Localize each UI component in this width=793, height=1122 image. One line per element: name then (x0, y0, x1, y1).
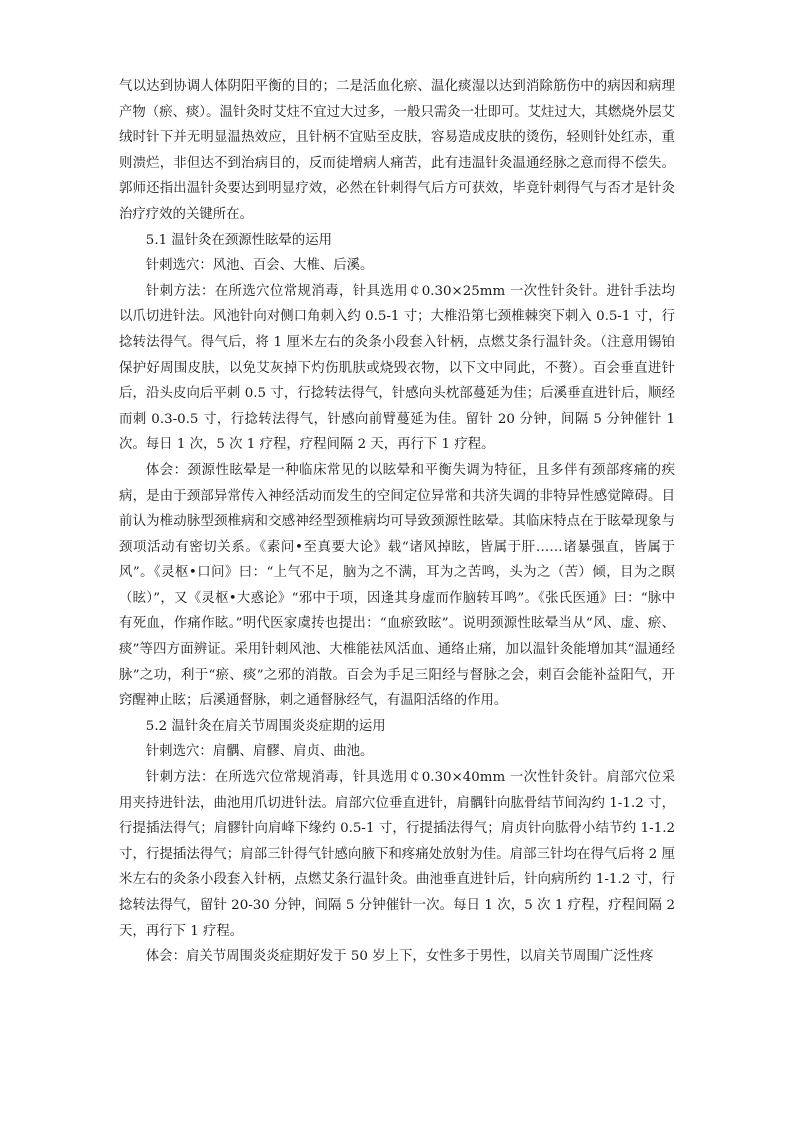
section-heading-5-2: 5.2 温针灸在肩关节周围炎炎症期的运用 (145, 718, 386, 734)
section-heading-5-1: 5.1 温针灸在颈源性眩晕的运用 (145, 232, 333, 248)
paragraph-needling-method-5-1: 针刺方法：在所选穴位常规消毒，针具选用￠0.30×25mm 一次性针灸针。进针手法均以爪切进针法。风池针向对侧口角刺入约 0.5-1 寸；大椎沿第七颈椎棘突下刺入 0.5-1 寸，行捻转法得气。得气后，将 1 厘米左右的灸条小段套入针柄，点燃艾条行温针灸。（注意用锡铂保护好周围皮肤，以免艾灰掉下灼伤肌肤或烧毁衣物，以下文中同此，不赘）。百会垂直进针后，沿头皮向后平刺 0.5 寸，行捻转法得气，针感向头枕部蔓延为佳；后溪垂直进针后，顺经而刺 0.3-0.5 寸，行捻转法得气，针感向前臂蔓延为佳。留针 20 分钟，间隔 5 分钟催针 1 次。每日 1 次，5 次 1 疗程，疗程间隔 2 天，再行下 1 疗程。 (119, 283, 675, 453)
paragraph-warm-needle-principles: 气以达到协调人体阴阳平衡的目的；二是活血化瘀、温化痰湿以达到消除筋伤中的病因和病理产物（瘀、痰）。温针灸时艾炷不宜过大过多，一般只需灸一壮即可。艾炷过大，其燃烧外层艾绒时针下并无明显温热效应，且针柄不宜贴至皮肤，容易造成皮肤的烫伤，轻则针处红赤，重则溃烂，非但达不到治病目的，反而徒增病人痛苦，此有违温针灸温通经脉之意而得不偿失。郭师还指出温针灸要达到明显疗效，必然在针刺得气后方可获效，毕竟针刺得气与否才是针灸治疗疗效的关键所在。 (119, 79, 675, 222)
document-page (119, 74, 675, 970)
paragraph-experience-5-1: 体会：颈源性眩晕是一种临床常见的以眩晕和平衡失调为特征，且多伴有颈部疼痛的疾病，是由于颈部异常传入神经活动而发生的空间定位异常和共济失调的非特异性感觉障碍。目前认为椎动脉型颈椎病和交感神经型颈椎病均可导致颈源性眩晕。其临床特点在于眩晕现象与颈项活动有密切关系。《素问•至真要大论》载“诸风掉眩，皆属于肝……诸暴强直，皆属于风”。《灵枢•口问》曰：“上气不足，脑为之不满，耳为之苦鸣，头为之（苦）倾，目为之瞑（眩）”，又《灵枢•大惑论》“邪中于项，因逢其身虚而作脑转耳鸣”。《张氏医通》曰：“脉中有死血，作痛作眩。”明代医家虞抟也提出：“血瘀致眩”。说明颈源性眩晕当从“风、虚、瘀、痰”等四方面辨证。采用针刺风池、大椎能祛风活血、通络止痛，加以温针灸能增加其“温通经脉”之功，利于“瘀、痰”之邪的消散。百会为手足三阳经与督脉之会，刺百会能补益阳气，开窍醒神止眩；后溪通督脉，刺之通督脉经气，有温阳活络的作用。 (119, 462, 675, 709)
paragraph-acupoint-selection-5-1: 针刺选穴：风池、百会、大椎、后溪。 (145, 258, 374, 274)
paragraph-experience-5-2: 体会：肩关节周围炎炎症期好发于 50 岁上下，女性多于男性，以肩关节周围广泛性疼 (145, 949, 654, 965)
paragraph-needling-method-5-2: 针刺方法：在所选穴位常规消毒，针具选用￠0.30×40mm 一次性针灸针。肩部穴位采用夹持进针法，曲池用爪切进针法。肩部穴位垂直进针，肩髃针向肱骨结节间沟约 1-1.2 寸，行提插法得气；肩髎针向肩峰下缘约 0.5-1 寸，行提插法得气；肩贞针向肱骨小结节约 1-1.2 寸，行提插法得气；肩部三针得气针感向腋下和疼痛处放射为佳。肩部三针均在得气后将 2 厘米左右的灸条小段套入针柄，点燃艾条行温针灸。曲池垂直进针后，针向病所约 1-1.2 寸，行捻转法得气，留针 20-30 分钟，间隔 5 分钟催针一次。每日 1 次，5 次 1 疗程，疗程间隔 2 天，再行下 1 疗程。 (119, 770, 675, 939)
paragraph-acupoint-selection-5-2: 针刺选穴：肩髃、肩髎、肩贞、曲池。 (145, 744, 374, 760)
